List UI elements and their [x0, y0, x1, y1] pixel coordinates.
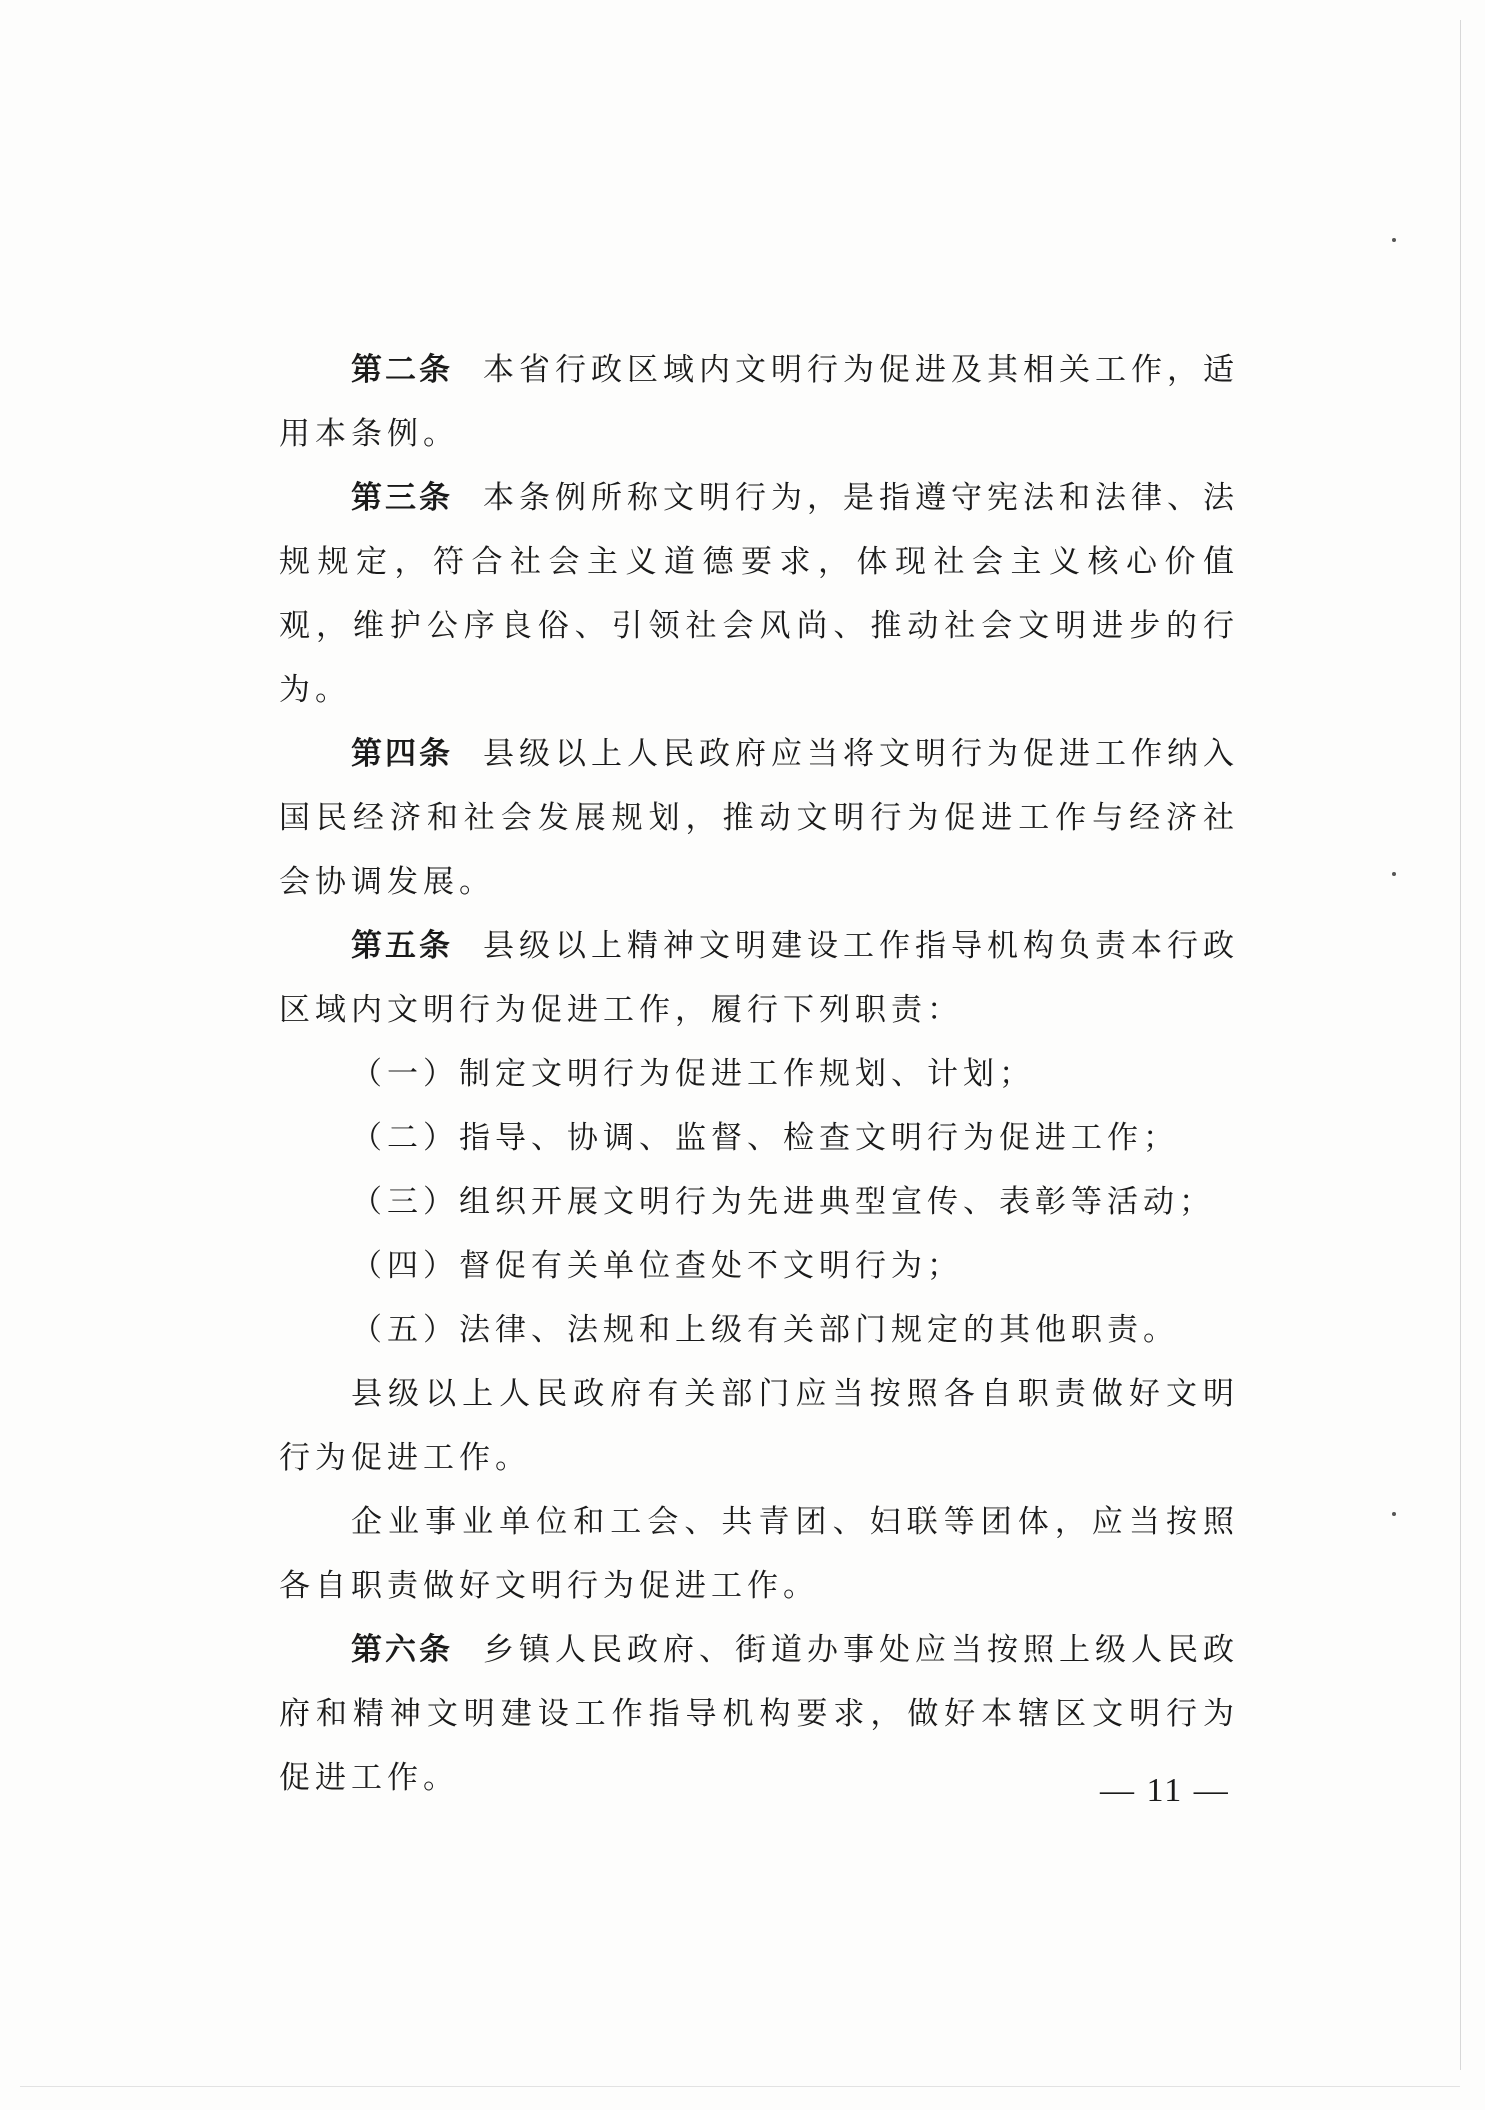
article-text: 县级以上人民政府应当将文明行为促进工作纳入国民经济和社会发展规划，推动文明行为促进工作与经济社会协调发展。	[279, 736, 1239, 900]
article-number: 第三条	[351, 480, 453, 516]
article-paragraph	[279, 466, 1239, 722]
scan-speck	[1392, 238, 1396, 242]
document-body	[279, 338, 1239, 1810]
scan-edge	[1460, 20, 1461, 2070]
article-number: 第二条	[351, 352, 453, 388]
article-paragraph	[279, 1618, 1239, 1810]
article-number: 第五条	[351, 928, 453, 964]
scan-speck	[1392, 872, 1396, 876]
article-number: 第六条	[351, 1632, 453, 1668]
article-paragraph	[279, 338, 1239, 466]
article-paragraph	[279, 914, 1239, 1042]
body-paragraph: 企业事业单位和工会、共青团、妇联等团体，应当按照各自职责做好文明行为促进工作。	[279, 1504, 1239, 1604]
article-paragraph	[279, 722, 1239, 914]
article-text: 县级以上精神文明建设工作指导机构负责本行政区域内文明行为促进工作，履行下列职责：	[279, 928, 1239, 1028]
body-paragraph: 县级以上人民政府有关部门应当按照各自职责做好文明行为促进工作。	[279, 1376, 1239, 1476]
duty-item: （五）法律、法规和上级有关部门规定的其他职责。	[351, 1312, 1179, 1348]
article-text: 本条例所称文明行为，是指遵守宪法和法律、法规规定，符合社会主义道德要求，体现社会主义核心价值观，维护公序良俗、引领社会风尚、推动社会文明进步的行为。	[279, 480, 1239, 708]
duty-item: （四）督促有关单位查处不文明行为；	[351, 1248, 963, 1284]
article-text: 本省行政区域内文明行为促进及其相关工作，适用本条例。	[279, 352, 1239, 452]
scan-speck	[1392, 1512, 1396, 1516]
duty-item: （一）制定文明行为促进工作规划、计划；	[351, 1056, 1035, 1092]
duty-item: （三）组织开展文明行为先进典型宣传、表彰等活动；	[351, 1184, 1215, 1220]
scan-edge	[20, 2086, 1460, 2087]
page-number: — 11 —	[1100, 1772, 1230, 1809]
duty-item: （二）指导、协调、监督、检查文明行为促进工作；	[351, 1120, 1179, 1156]
article-text: 乡镇人民政府、街道办事处应当按照上级人民政府和精神文明建设工作指导机构要求，做好本辖区文明行为促进工作。	[279, 1632, 1239, 1796]
article-number: 第四条	[351, 736, 453, 772]
